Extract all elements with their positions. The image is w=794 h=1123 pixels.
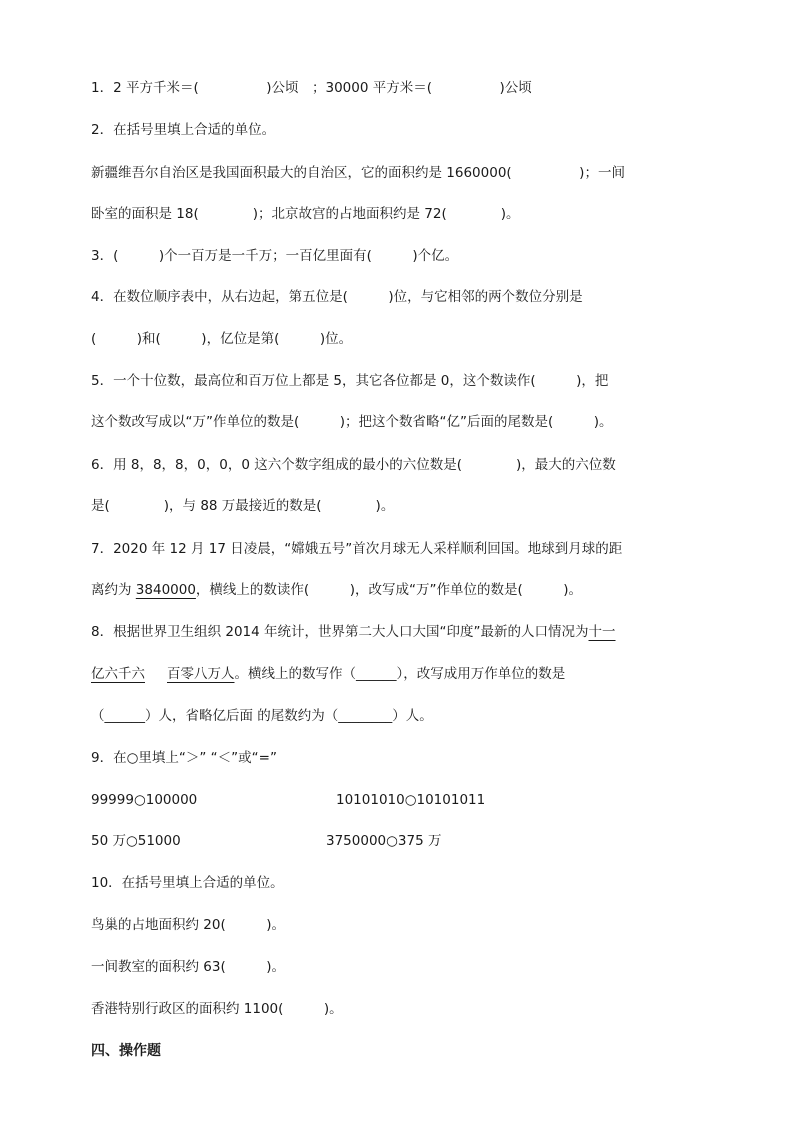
question-5-line-1: 5．一个十位数，最高位和百万位上都是 5，其它各位都是 0，这个数读作( )，把 [91, 373, 609, 389]
question-7-line-2 [91, 580, 703, 600]
question-7-line-1: 7．2020 年 12 月 17 日凌晨，“嫦娥五号”首次月球无人采样顺利回国。地球到月球的距 [91, 541, 623, 557]
question-10-title: 10．在括号里填上合适的单位。 [91, 875, 284, 891]
question-8-line-1 [91, 622, 703, 642]
question-7-text-a: 离约为 [91, 582, 136, 598]
question-5-line-2: 这个数改写成以“万”作单位的数是( )；把这个数省略“亿”后面的尾数是( )。 [91, 414, 613, 430]
question-7-underlined-number: 3840000 [135, 582, 196, 598]
question-8-underlined-b: 亿六千六 [91, 666, 145, 682]
question-6-line-2: 是( )，与 88 万最接近的数是( )。 [91, 498, 395, 514]
question-6-line-1: 6．用 8，8，8，0，0，0 这六个数字组成的最小的六位数是( )，最大的六位数 [91, 457, 616, 473]
compare-item-2: 10101010○10101011 [336, 792, 486, 808]
section-4-heading: 四、操作题 [91, 1043, 161, 1059]
question-9-title: 9．在○里填上“＞” “＜”或“=” [91, 750, 277, 766]
question-10-line-2: 一间教室的面积约 63( )。 [91, 959, 286, 975]
compare-item-1: 99999○100000 [91, 792, 198, 808]
compare-item-4: 3750000○375 万 [326, 833, 442, 849]
question-8-text-b: 。横线上的数写作（______），改写成用万作单位的数是 [234, 666, 566, 682]
question-10-line-1: 鸟巢的占地面积约 20( )。 [91, 917, 286, 933]
question-8-underlined-c: 百零八万人 [167, 666, 235, 682]
question-2-line-2: 卧室的面积是 18( )；北京故宫的占地面积约是 72( )。 [91, 206, 520, 222]
question-4-line-1: 4．在数位顺序表中，从右边起，第五位是( )位，与它相邻的两个数位分别是 [91, 289, 583, 305]
question-8-line-2 [91, 664, 703, 684]
question-9-row-1 [91, 790, 703, 810]
question-8-text-a: 8．根据世界卫生组织 2014 年统计，世界第二大人口大国“印度”最新的人口情况为 [91, 624, 589, 640]
question-8-line-3: （______）人，省略亿后面 的尾数约为（________）人。 [91, 708, 433, 724]
question-4-line-2: ( )和( )，亿位是第( )位。 [91, 331, 353, 347]
question-8-underlined-a: 十一 [588, 624, 616, 640]
question-7-text-b: ，横线上的数读作( )，改写成“万”作单位的数是( )。 [195, 582, 582, 598]
question-2-line-1: 新疆维吾尔自治区是我国面积最大的自治区，它的面积约是 1660000( )；一间 [91, 165, 625, 181]
question-2-title: 2．在括号里填上合适的单位。 [91, 122, 276, 138]
question-9-row-2 [91, 831, 703, 851]
compare-item-3: 50 万○51000 [91, 833, 181, 849]
question-10-line-3: 香港特别行政区的面积约 1100( )。 [91, 1001, 343, 1017]
question-1: 1．2 平方千米＝( )公顷 ；30000 平方米＝( )公顷 [91, 80, 532, 96]
question-3: 3．( )个一百万是一千万；一百亿里面有( )个亿。 [91, 248, 459, 264]
